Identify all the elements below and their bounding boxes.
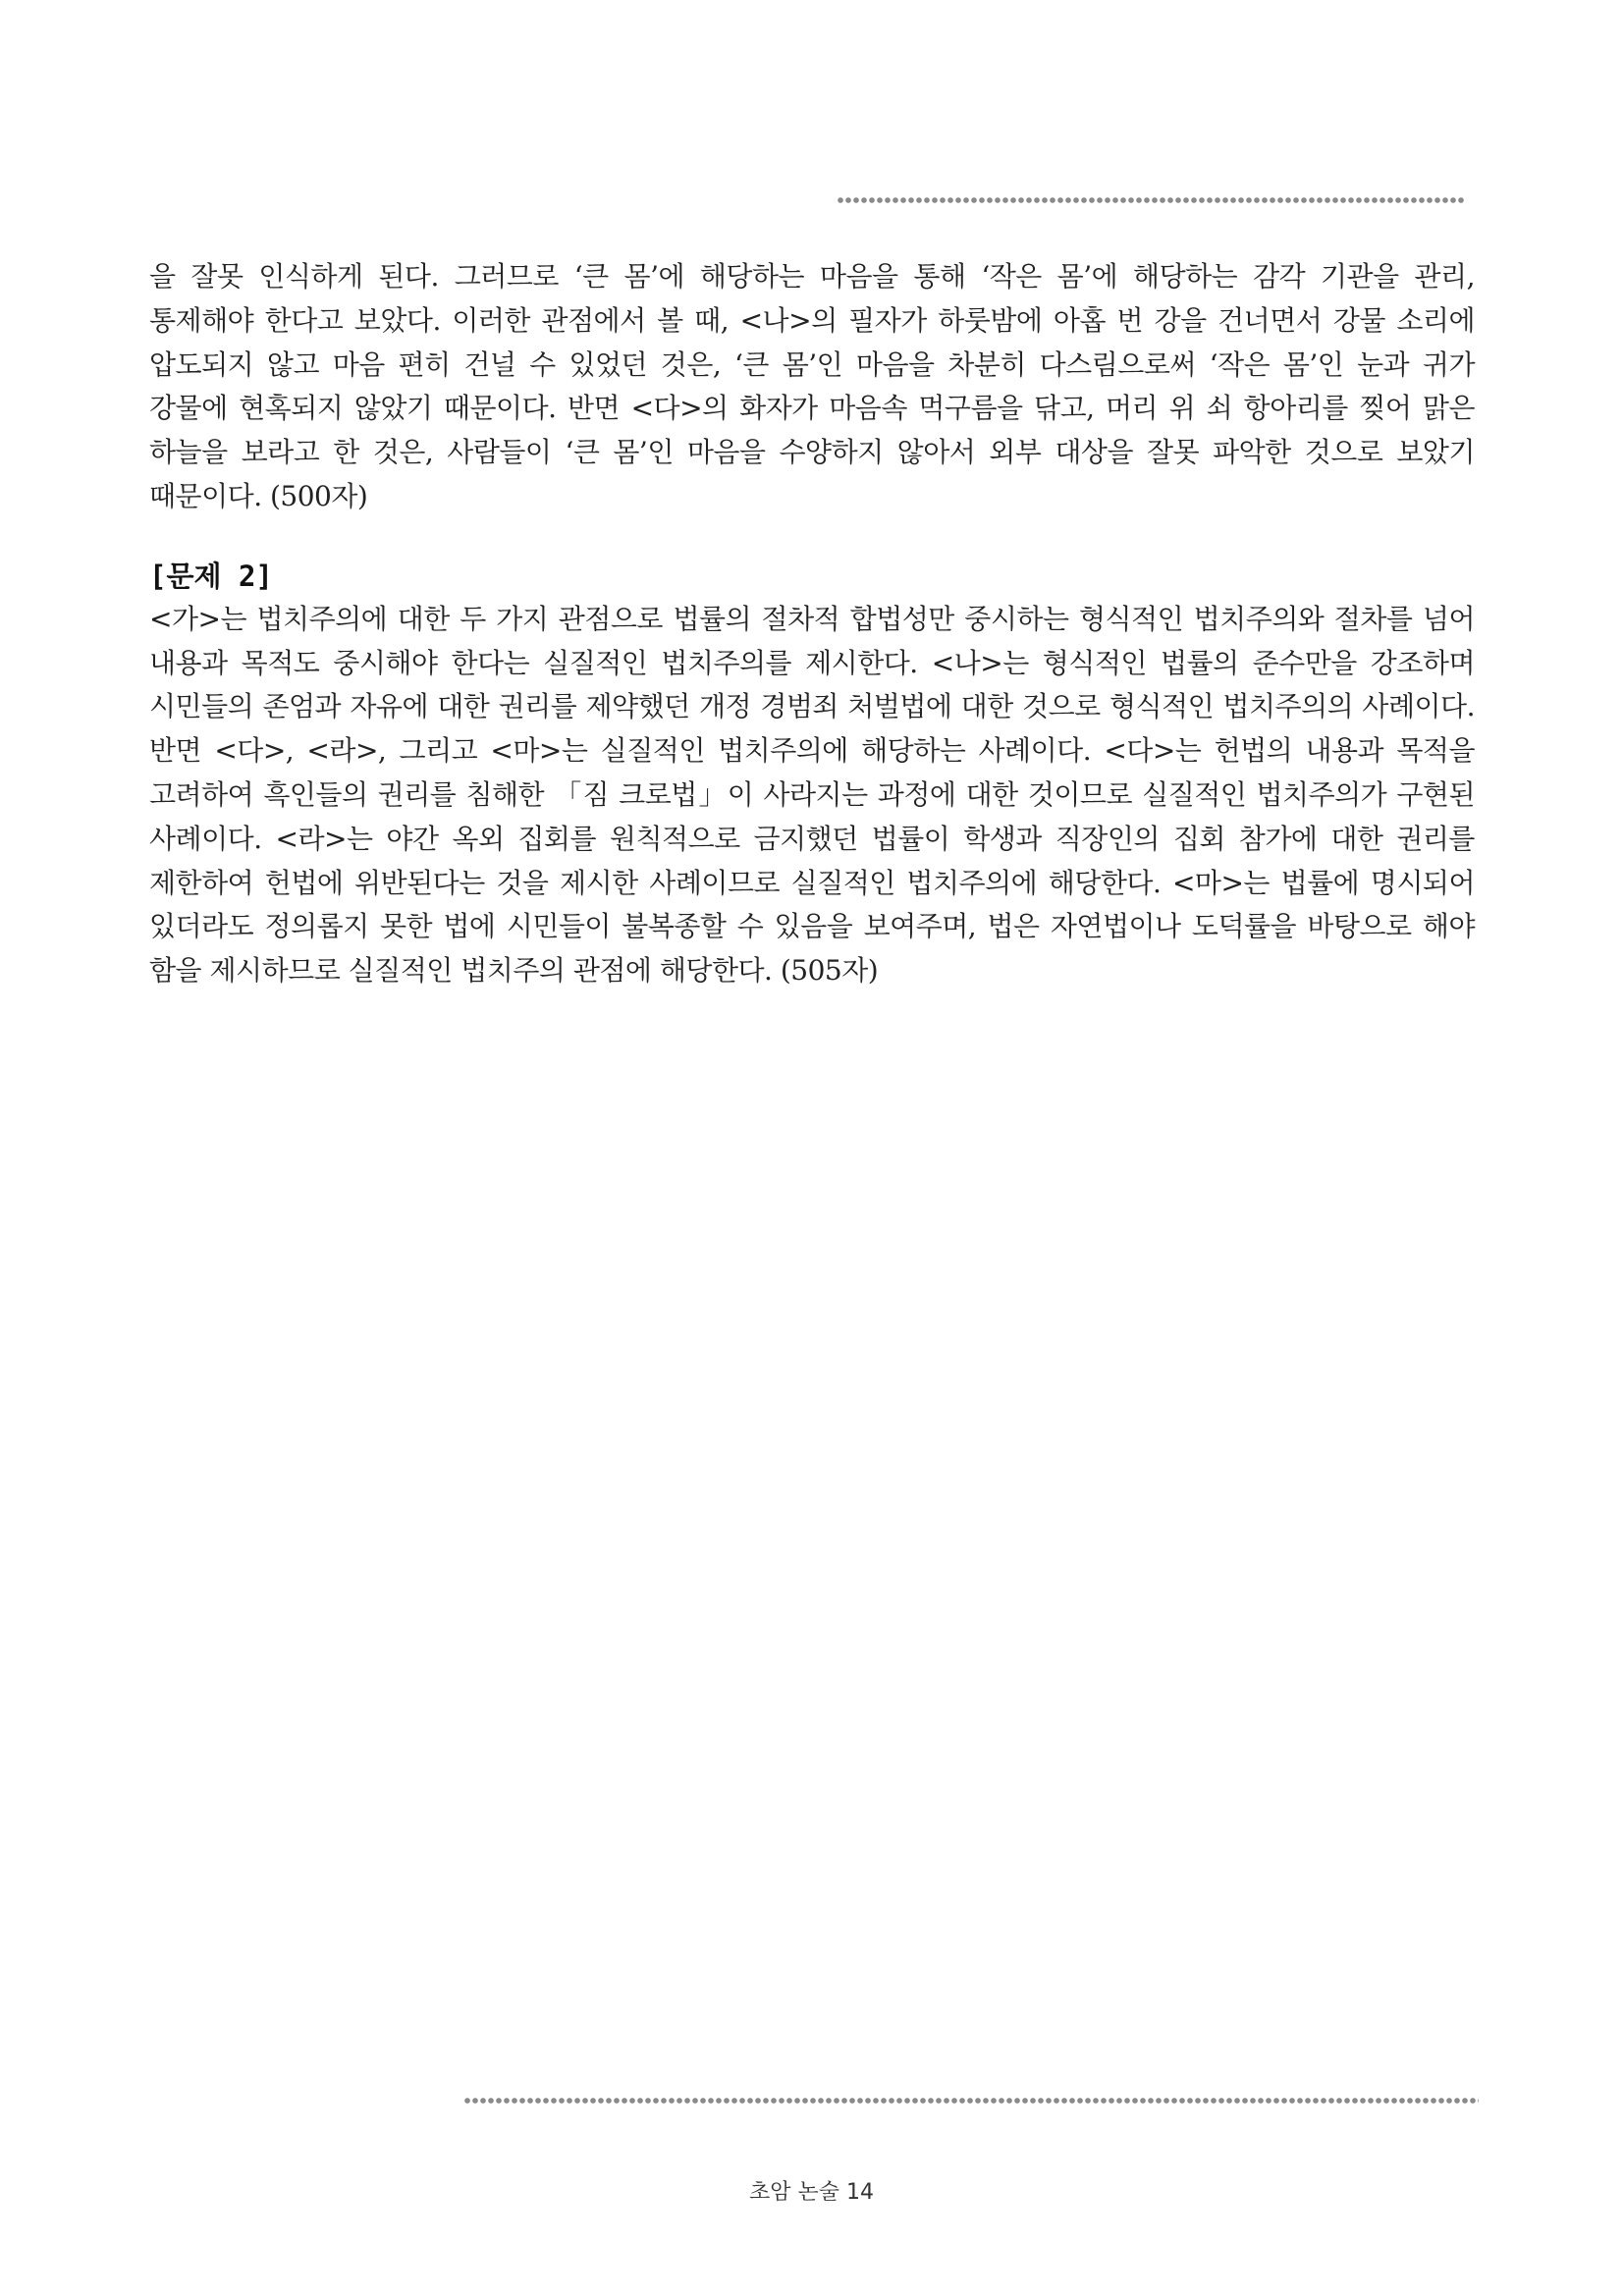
page-content bbox=[149, 255, 1475, 993]
page-footer: 초암 논술 14 bbox=[749, 2180, 874, 2205]
question-2-heading: [문제 2] bbox=[149, 559, 273, 593]
answer-1-continuation: 을 잘못 인식하게 된다. 그러므로 ‘큰 몸’에 해당하는 마음을 통해 ‘작은 몸’에 해당하는 감각 기관을 관리, 통제해야 한다고 보았다. 이러한 관점에서 볼 때, <나>의 필자가 하룻밤에 아홉 번 강을 건너면서 강물 소리에 압도되지 않고 마음 편히 건널 수 있었던 것은, ‘큰 몸’인 마음을 차분히 다스림으로써 ‘작은 몸’인 눈과 귀가 강물에 현혹되지 않았기 때문이다. 반면 <다>의 화자가 마음속 먹구름을 닦고, 머리 위 쇠 항아리를 찢어 맑은 하늘을 보라고 한 것은, 사람들이 ‘큰 몸’인 마음을 수양하지 않아서 외부 대상을 잘못 파악한 것으로 보았기 때문이다. (500자) bbox=[149, 260, 1475, 512]
answer-2-body: <가>는 법치주의에 대한 두 가지 관점으로 법률의 절차적 합법성만 중시하는 형식적인 법치주의와 절차를 넘어 내용과 목적도 중시해야 한다는 실질적인 법치주의를 제시한다. <나>는 형식적인 법률의 준수만을 강조하며 시민들의 존엄과 자유에 대한 권리를 제약했던 개정 경범죄 처벌법에 대한 것으로 형식적인 법치주의의 사례이다. 반면 <다>, <라>, 그리고 <마>는 실질적인 법치주의에 해당하는 사례이다. <다>는 헌법의 내용과 목적을 고려하여 흑인들의 권리를 침해한 「짐 크로법」이 사라지는 과정에 대한 것이므로 실질적인 법치주의가 구현된 사례이다. <라>는 야간 옥외 집회를 원칙적으로 금지했던 법률이 학생과 직장인의 집회 참가에 대한 권리를 제한하여 헌법에 위반된다는 것을 제시한 사례이므로 실질적인 법치주의에 해당한다. <마>는 법률에 명시되어 있더라도 정의롭지 못한 법에 시민들이 불복종할 수 있음을 보여주며, 법은 자연법이나 도덕률을 바탕으로 해야 함을 제시하므로 실질적인 법치주의 관점에 해당한다. (505자) bbox=[149, 602, 1475, 988]
bottom-dotted-divider bbox=[463, 2097, 1479, 2105]
top-dotted-divider bbox=[837, 196, 1465, 204]
